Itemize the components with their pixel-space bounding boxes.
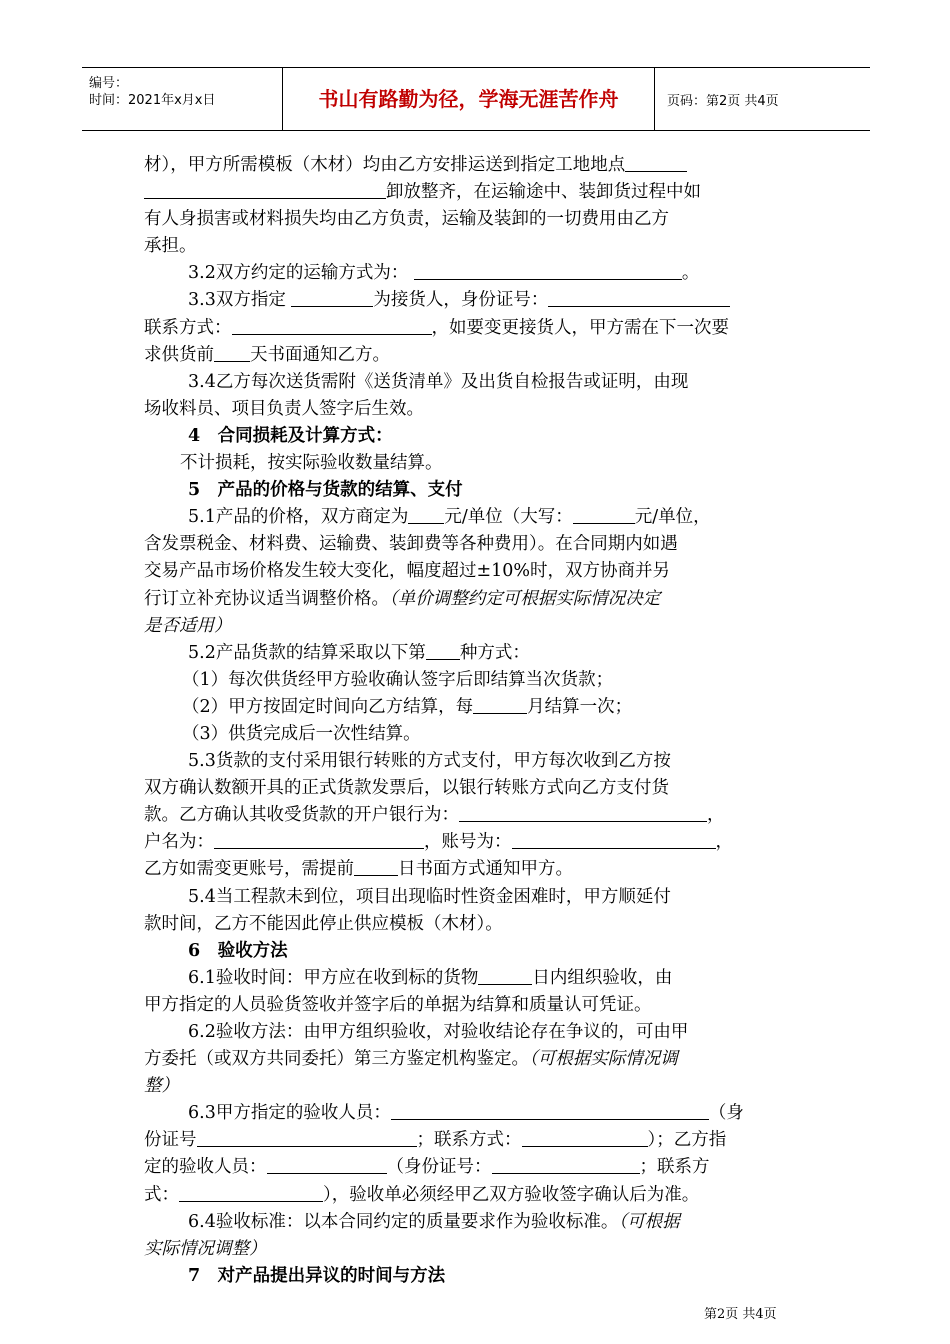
paragraph-line: 5.4当工程款未到位，项目出现临时性资金困难时，甲方顺延付 (188, 886, 671, 907)
paragraph-line: 承担。 (144, 236, 197, 257)
italic-note: 整） (144, 1076, 179, 1097)
section-heading: 5 产品的价格与货款的结算、支付 (188, 480, 463, 501)
blank-field[interactable] (426, 641, 460, 660)
document-date-label: 时间：2021年x月x日 (89, 93, 216, 108)
blank-field[interactable] (179, 1183, 323, 1202)
blank-field[interactable] (522, 1128, 648, 1147)
paragraph-line: 3.2双方约定的运输方式为： 。 (188, 263, 700, 284)
header-meta (82, 68, 283, 130)
paragraph-line: 卸放整齐，在运输途中、装卸货过程中如 (144, 179, 808, 206)
footer-page-number: 第2页 共4页 (704, 1307, 777, 1322)
blank-field[interactable] (214, 830, 424, 849)
paragraph-line: 材），甲方所需模板（木材）均由乙方安排运送到指定工地地点 (144, 152, 808, 179)
paragraph-line: 6.1验收时间：甲方应在收到标的货物 日内组织验收，由 (188, 967, 673, 988)
paragraph-line: 双方确认数额开具的正式货款发票后，以银行转账方式向乙方支付货 (144, 778, 669, 799)
blank-field[interactable] (459, 803, 707, 822)
list-item: （1）每次供货经甲方验收确认签字后即结算当次货款； (182, 669, 614, 690)
blank-field[interactable] (197, 1128, 417, 1147)
italic-note: （可根据 (618, 1211, 680, 1232)
italic-note: （可根据实际情况调 (529, 1049, 678, 1070)
paragraph-line: 有人身损害或材料损失均由乙方负责，运输及装卸的一切费用由乙方 (144, 209, 669, 230)
document-number-label: 编号： (89, 76, 129, 91)
italic-note: 是否适用） (144, 615, 232, 636)
blank-field[interactable] (548, 288, 730, 307)
blank-field[interactable] (267, 1155, 387, 1174)
paragraph-line: 交易产品市场价格发生较大变化，幅度超过±10%时，双方协商并另 (144, 561, 671, 582)
header-motto: 书山有路勤为径，学海无涯苦作舟 (283, 68, 655, 130)
paragraph-line: 联系方式： ，如要变更接货人，甲方需在下一次要 (144, 317, 729, 338)
paragraph-line: 式： ），验收单必须经甲乙双方验收签字确认后为准。 (144, 1184, 700, 1205)
paragraph-line: 甲方指定的人员验货签收并签字后的单据为结算和质量认可凭证。 (144, 994, 652, 1015)
paragraph-line: 乙方如需变更账号，需提前 日书面方式通知甲方。 (144, 859, 573, 880)
paragraph-line: 6.3甲方指定的验收人员： （身 (188, 1103, 744, 1124)
blank-field[interactable] (573, 505, 635, 524)
paragraph-line: 份证号 ；联系方式： ）；乙方指 (144, 1130, 727, 1151)
paragraph-line: 3.4乙方每次送货需附《送货清单》及出货自检报告或证明，由现 (188, 371, 689, 392)
paragraph-line: 户名为： ，账号为： ， (144, 832, 733, 853)
italic-note: 实际情况调整） (144, 1238, 267, 1259)
paragraph-line: 不计损耗，按实际验收数量结算。 (180, 453, 443, 474)
paragraph-line: 款时间，乙方不能因此停止供应模板（木材）。 (144, 913, 503, 934)
paragraph-line: 方委托（或双方共同委托）第三方鉴定机构鉴定。（可根据实际情况调 (144, 1049, 678, 1070)
blank-field[interactable] (473, 695, 527, 714)
blank-field[interactable] (232, 316, 432, 335)
paragraph-line: 6.4验收标准：以本合同约定的质量要求作为验收标准。（可根据 (188, 1211, 680, 1232)
list-item: （3）供货完成后一次性结算。 (182, 723, 421, 744)
paragraph-line: 求供货前 天书面通知乙方。 (144, 344, 390, 365)
blank-field[interactable] (408, 505, 444, 524)
paragraph-line: 5.2产品货款的结算采取以下第 种方式： (188, 642, 530, 663)
header-page-info (655, 68, 870, 130)
blank-field[interactable] (144, 180, 386, 199)
paragraph-line: 5.3货款的支付采用银行转账的方式支付，甲方每次收到乙方按 (188, 751, 671, 772)
page-header (82, 67, 870, 131)
list-item: （2）甲方按固定时间向乙方结算，每 月结算一次； (182, 696, 633, 717)
blank-field[interactable] (391, 1101, 709, 1120)
section-heading: 4 合同损耗及计算方式： (188, 425, 393, 446)
paragraph-line: 6.2验收方法：由甲方组织验收，对验收结论存在争议的，可由甲 (188, 1022, 689, 1042)
contract-body (144, 152, 808, 1290)
paragraph-line: 款。乙方确认其收受货款的开户银行为： ， (144, 805, 725, 826)
italic-note: （单价调整约定可根据实际情况决定 (389, 588, 661, 609)
paragraph-line: 3.3双方指定 为接货人，身份证号： (144, 287, 808, 314)
blank-field[interactable] (414, 261, 682, 280)
paragraph-line: 5.1产品的价格，双方商定为 元/单位（大写： 元/单位， (188, 507, 711, 528)
paragraph-line: 含发票税金、材料费、运输费、装卸费等各种费用）。在合同期内如遇 (144, 534, 678, 555)
paragraph-line: 定的验收人员： （身份证号： ；联系方 (144, 1157, 710, 1178)
section-heading: 7 对产品提出异议的时间与方法 (188, 1265, 446, 1286)
blank-field[interactable] (625, 153, 687, 172)
paragraph-line: 场收料员、项目负责人签字后生效。 (144, 398, 424, 419)
blank-field[interactable] (354, 857, 398, 876)
paragraph-line: 行订立补充协议适当调整价格。（单价调整约定可根据实际情况决定 (144, 588, 661, 609)
blank-field[interactable] (291, 288, 373, 307)
header-page-number: 页码：第2页 共4页 (667, 94, 779, 109)
blank-field[interactable] (512, 830, 716, 849)
section-heading: 6 验收方法 (188, 940, 288, 961)
blank-field[interactable] (478, 966, 532, 985)
blank-field[interactable] (214, 343, 250, 362)
blank-field[interactable] (492, 1155, 640, 1174)
